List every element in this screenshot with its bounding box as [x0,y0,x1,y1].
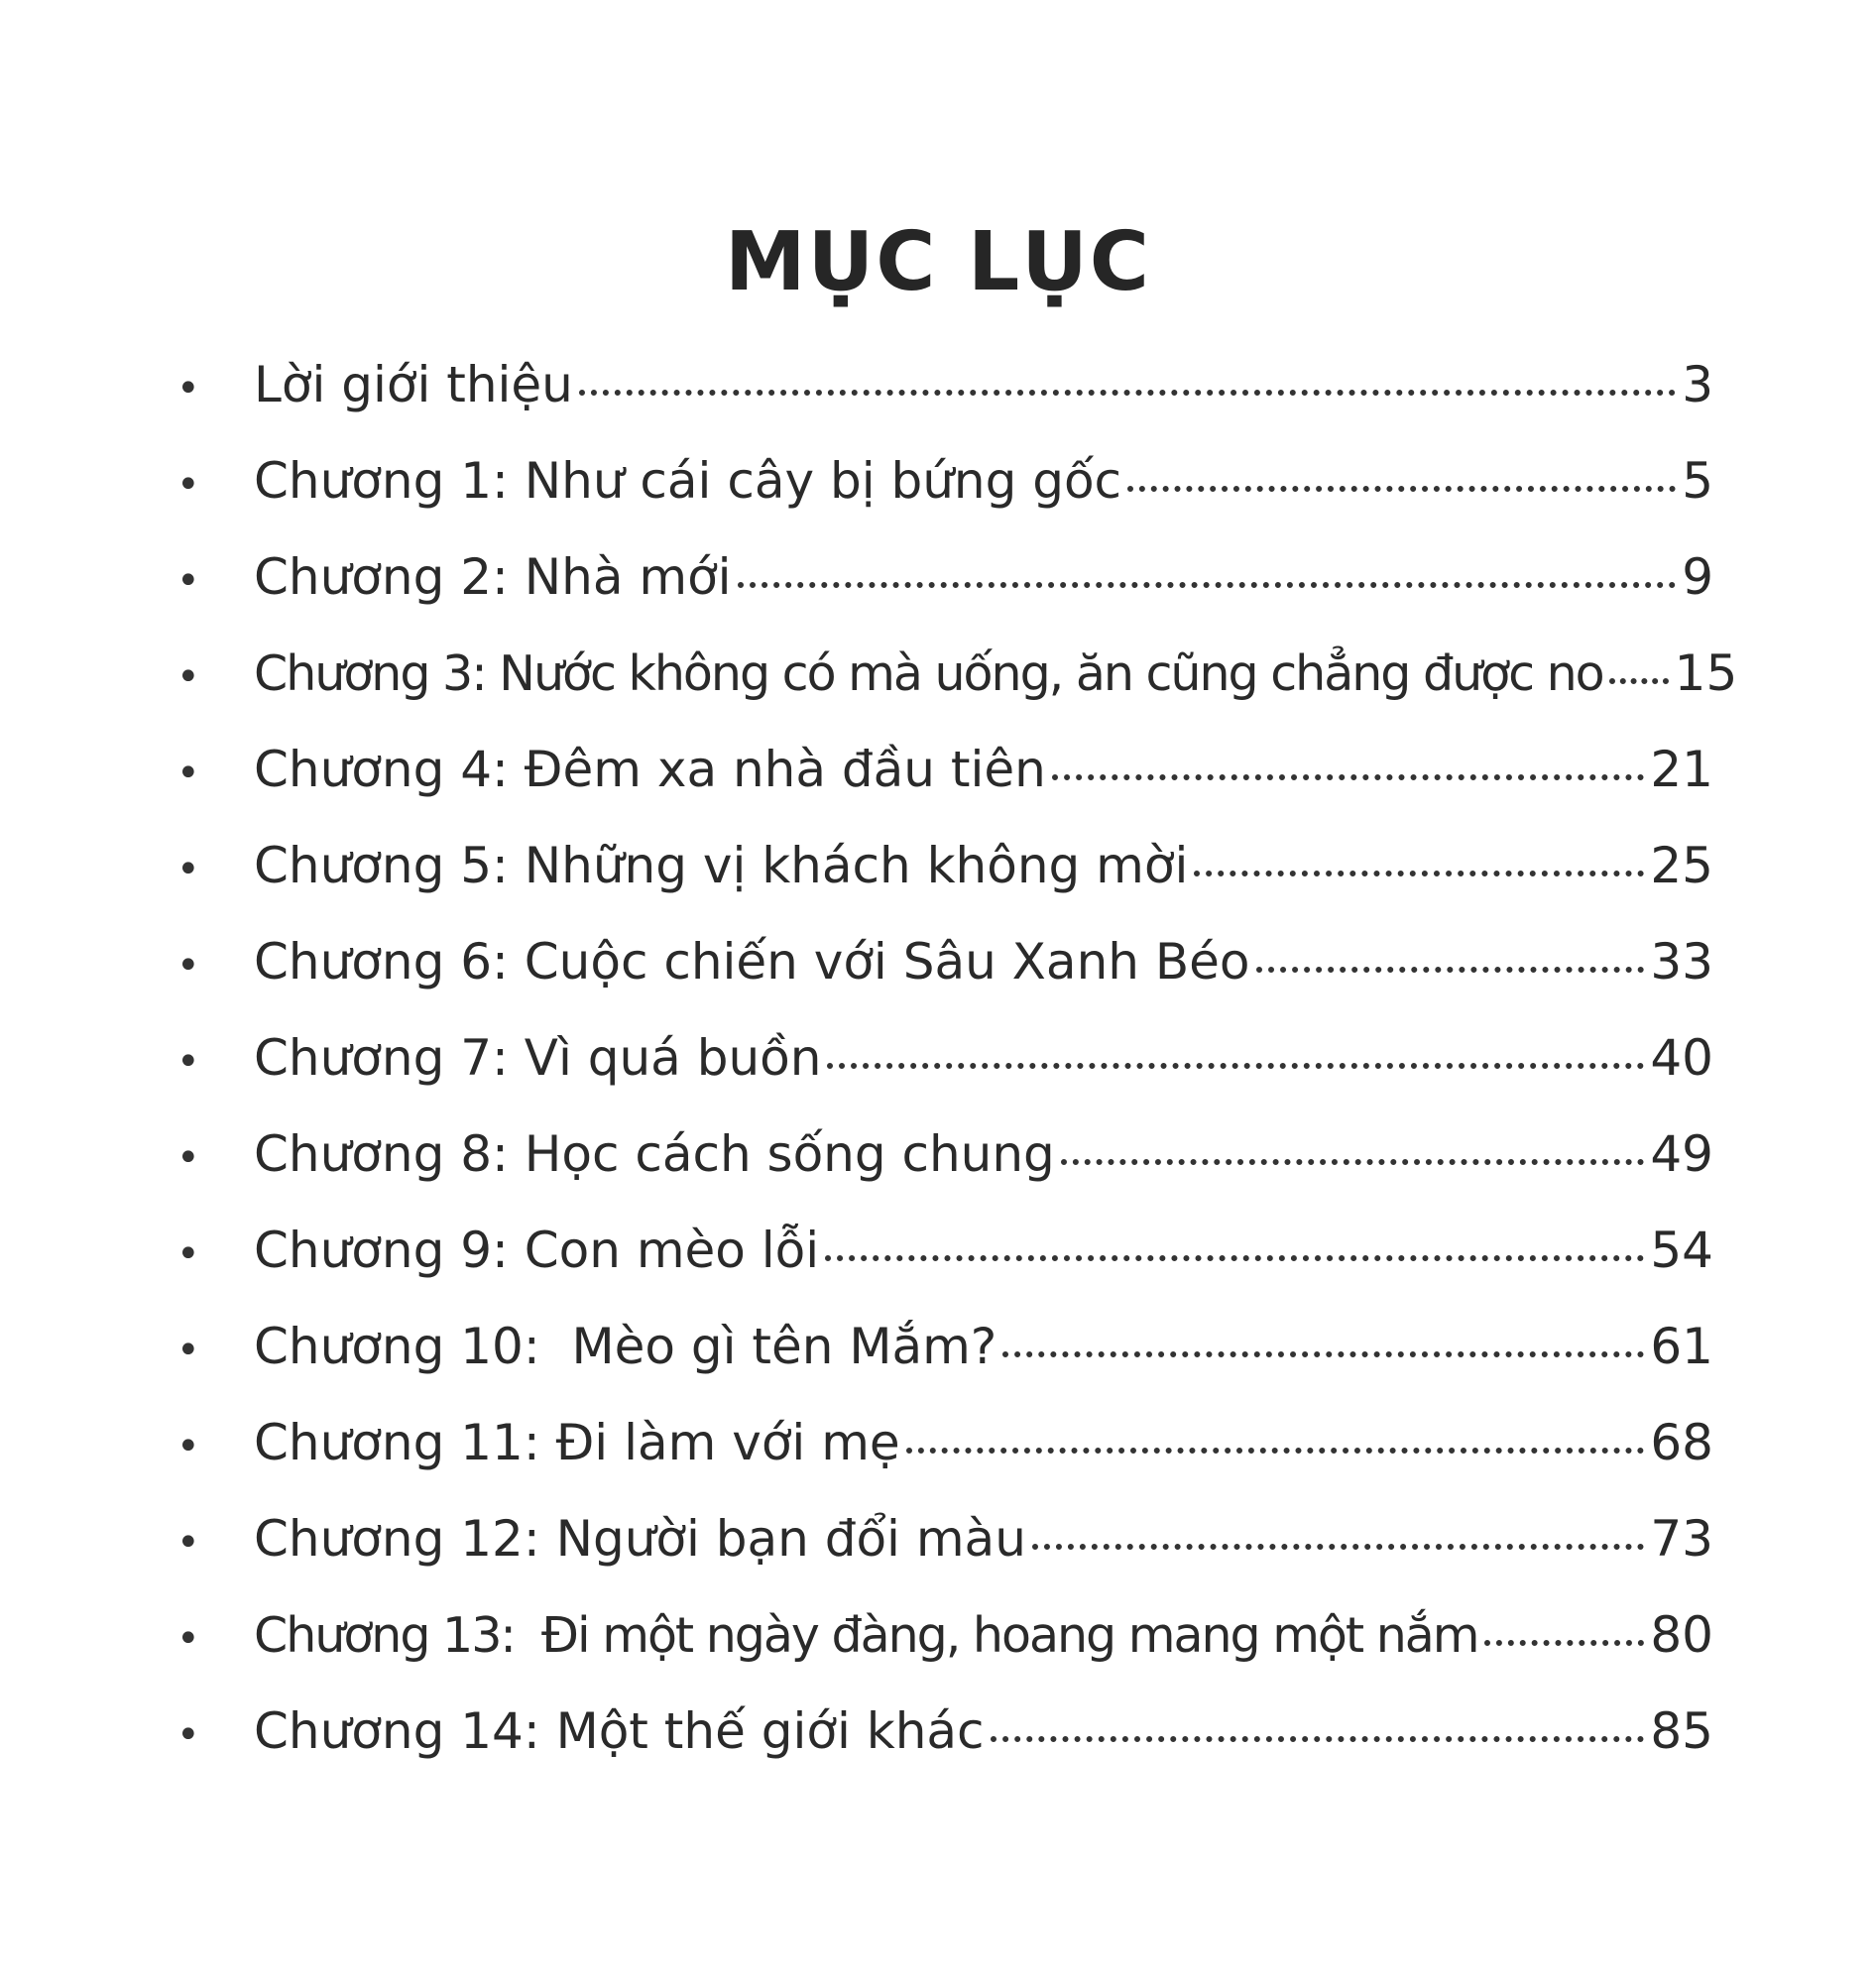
dot-leader [1127,476,1676,492]
toc-entry-chapter-9 [176,1203,1713,1299]
toc-entry-title: Chương 6: Cuộc chiến với Sâu Xanh Béo [254,933,1250,991]
dot-leader [1032,1534,1644,1550]
toc-entry-page: 49 [1650,1125,1713,1183]
toc-entry-title: Chương 13: Đi một ngày đàng, hoang mang một nắm [254,1607,1478,1664]
toc-entry-intro [176,337,1713,433]
dot-leader [1609,668,1669,684]
toc-entry-title: Chương 3: Nước không có mà uống, ăn cũng chẳng được no [254,645,1603,702]
toc-entry-page: 15 [1674,644,1738,702]
toc-entry-page: 33 [1650,933,1713,991]
toc-entry-title: Chương 8: Học cách sống chung [254,1125,1055,1183]
page-title: MỤC LỤC [725,215,1151,309]
toc-entry-chapter-12 [176,1491,1713,1587]
toc-entry-page: 9 [1682,548,1713,606]
bullet-icon: • [176,1520,200,1566]
toc-entry-chapter-11 [176,1395,1713,1491]
dot-leader [1194,861,1644,876]
dot-leader [1256,957,1645,973]
bullet-icon: • [176,751,200,796]
toc-entry-chapter-13 [176,1587,1713,1684]
bullet-icon: • [176,1616,200,1662]
bullet-icon: • [176,654,200,700]
bullet-icon: • [176,1424,200,1469]
toc-entry-title: Chương 4: Đêm xa nhà đầu tiên [254,741,1046,798]
bullet-icon: • [176,1039,200,1085]
toc-entry-title: Chương 11: Đi làm với mẹ [254,1414,900,1471]
toc-entry-title: Chương 9: Con mèo lỗi [254,1222,820,1279]
bullet-icon: • [176,1135,200,1181]
toc-entry-chapter-4 [176,722,1713,818]
toc-entry-title: Chương 5: Những vị khách không mời [254,837,1189,894]
toc-entry-title: Lời giới thiệu [254,356,573,413]
toc-entry-page: 25 [1650,837,1713,894]
toc-entry-chapter-6 [176,914,1713,1010]
bullet-icon: • [176,1712,200,1758]
toc-entry-page: 3 [1682,356,1713,413]
toc-entry-page: 61 [1650,1318,1713,1375]
toc-entry-title: Chương 14: Một thế giới khác [254,1702,985,1760]
dot-leader [827,1053,1644,1069]
toc-entry-chapter-8 [176,1107,1713,1203]
toc-entry-chapter-3 [176,626,1738,722]
bullet-icon: • [176,366,200,411]
toc-entry-page: 54 [1650,1222,1713,1279]
toc-entry-chapter-1 [176,433,1713,529]
bullet-icon: • [176,462,200,508]
table-of-contents [176,337,1738,1780]
bullet-icon: • [176,943,200,989]
toc-entry-page: 5 [1682,452,1713,510]
toc-entry-title: Chương 10: Mèo gì tên Mắm? [254,1318,997,1375]
toc-entry-title: Chương 2: Nhà mới [254,548,732,606]
toc-entry-chapter-2 [176,529,1713,626]
dot-leader [991,1726,1645,1742]
dot-leader [1484,1630,1645,1646]
dot-leader [738,572,1677,588]
toc-entry-chapter-7 [176,1010,1713,1107]
toc-entry-chapter-10 [176,1299,1713,1395]
toc-entry-chapter-5 [176,818,1713,914]
toc-entry-title: Chương 7: Vì quá buồn [254,1029,822,1087]
toc-entry-chapter-14 [176,1684,1713,1780]
dot-leader [579,380,1676,396]
toc-entry-page: 68 [1650,1414,1713,1471]
toc-entry-page: 40 [1650,1029,1713,1087]
dot-leader [1002,1341,1644,1357]
toc-entry-title: Chương 1: Như cái cây bị bứng gốc [254,452,1122,510]
bullet-icon: • [176,847,200,892]
dot-leader [1061,1149,1645,1165]
dot-leader [1052,764,1645,780]
toc-entry-page: 85 [1650,1702,1713,1760]
toc-entry-title: Chương 12: Người bạn đổi màu [254,1510,1026,1568]
dot-leader [825,1245,1644,1261]
bullet-icon: • [176,558,200,604]
toc-entry-page: 21 [1650,741,1713,798]
dot-leader [906,1438,1645,1454]
bullet-icon: • [176,1231,200,1277]
toc-entry-page: 73 [1650,1510,1713,1568]
bullet-icon: • [176,1328,200,1373]
toc-entry-page: 80 [1650,1606,1713,1664]
